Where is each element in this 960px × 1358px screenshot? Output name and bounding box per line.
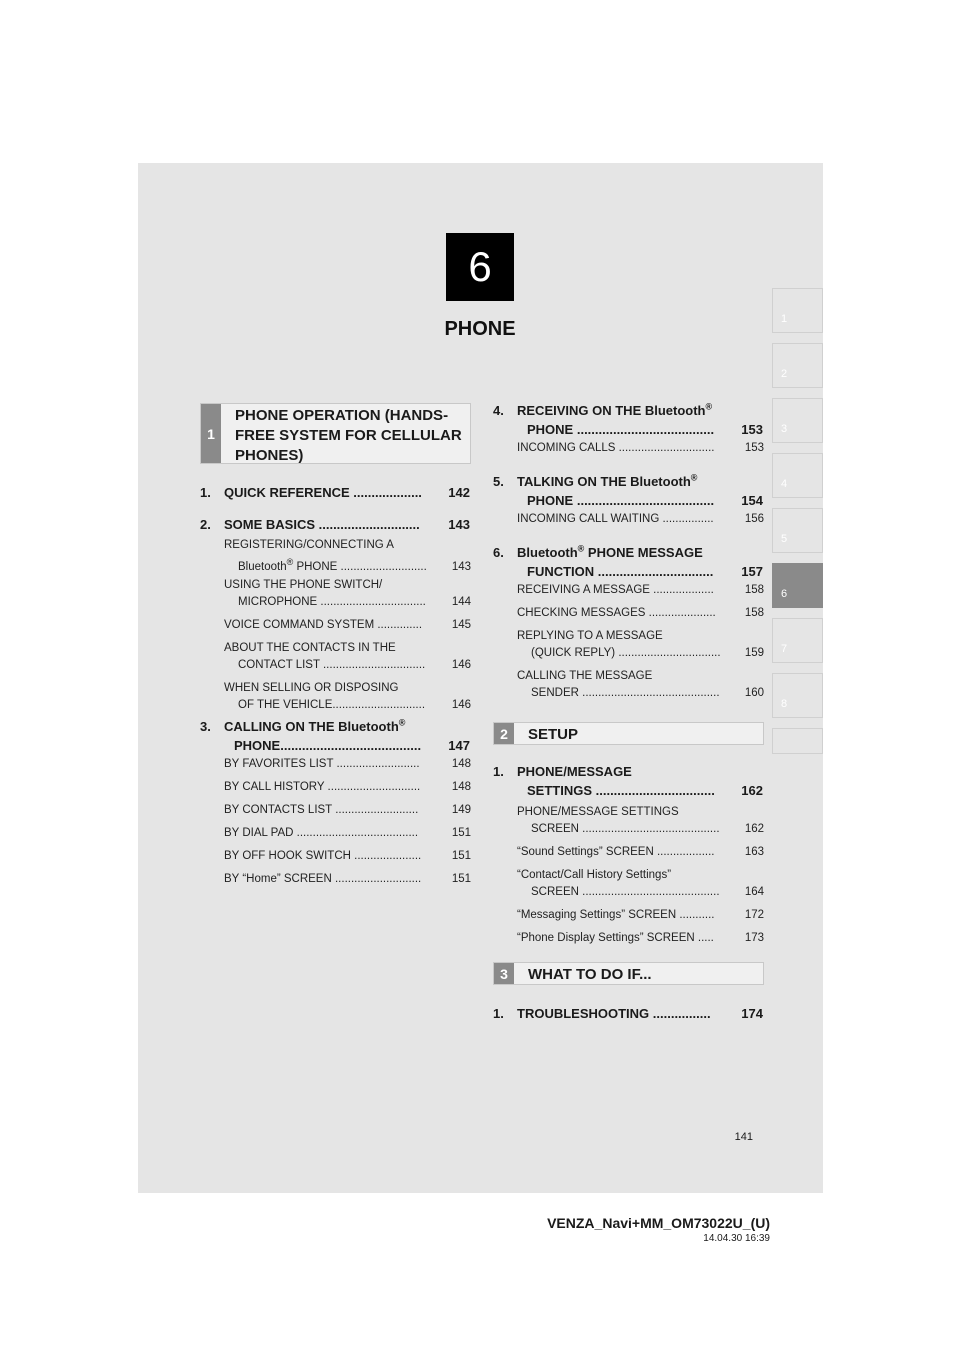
section-title: WHAT TO DO IF... (528, 966, 652, 983)
chapter-title: PHONE (444, 318, 516, 340)
entry-page: 154 (741, 493, 763, 509)
toc-entry[interactable] (200, 714, 470, 755)
entry-title: Bluetooth® PHONE MESSAGE (517, 544, 703, 561)
subentry-page: 158 (744, 607, 764, 619)
entry-number: 6. (493, 545, 504, 561)
section-title: PHONE OPERATION (HANDS-FREE SYSTEM FOR CELLULAR PHONES) (235, 407, 462, 464)
subentry-title-cont: CONTACT LIST ................................ (238, 659, 426, 671)
entry-page: 174 (741, 1006, 763, 1021)
subentry-page: 146 (451, 699, 471, 711)
subentry-page: 144 (451, 596, 471, 608)
subentry-page: 148 (451, 758, 471, 770)
subentry-title: BY DIAL PAD ...................................... (224, 827, 419, 839)
subentry-title: CALLING THE MESSAGE (517, 670, 653, 682)
chapter-tab-4[interactable]: 4 (772, 453, 823, 498)
toc-subentry[interactable] (224, 577, 471, 611)
subentry-title: REPLYING TO A MESSAGE (517, 630, 663, 642)
entry-title-cont: PHONE ...................................... (527, 422, 715, 438)
subentry-page: 163 (744, 846, 764, 858)
subentry-page: 160 (744, 687, 764, 699)
subentry-page: 172 (744, 909, 764, 921)
subentry-page: 153 (744, 442, 764, 454)
toc-entry[interactable] (493, 469, 763, 510)
toc-subentry[interactable] (517, 930, 764, 947)
subentry-page: 143 (451, 560, 471, 573)
entry-number: 4. (493, 403, 504, 419)
subentry-title: ABOUT THE CONTACTS IN THE (224, 642, 396, 654)
subentry-title: BY “Home” SCREEN ........................... (224, 873, 422, 885)
chapter-tab-5[interactable]: 5 (772, 508, 823, 553)
toc-entry[interactable] (493, 1004, 763, 1023)
toc-subentry[interactable] (517, 440, 764, 457)
entry-title-cont: PHONE....................................... (234, 738, 422, 754)
toc-subentry[interactable] (517, 844, 764, 861)
toc-subentry[interactable] (224, 871, 471, 888)
subentry-title: REGISTERING/CONNECTING A (224, 539, 394, 551)
subentry-title: “Sound Settings” SCREEN .................. (517, 846, 715, 858)
toc-subentry[interactable] (517, 907, 764, 924)
toc-subentry[interactable] (517, 867, 764, 901)
chapter-tab-6[interactable]: 6 (772, 563, 823, 608)
entry-page: 153 (741, 422, 763, 438)
toc-entry[interactable] (200, 483, 470, 502)
subentry-title-cont: SENDER ........................................... (531, 687, 720, 699)
chapter-tab-7[interactable]: 7 (772, 618, 823, 663)
subentry-page: 164 (744, 886, 764, 898)
toc-subentry[interactable] (517, 582, 764, 599)
subentry-title-cont: SCREEN ........................................... (531, 823, 720, 835)
toc-subentry[interactable] (224, 680, 471, 714)
footer-document-id: VENZA_Navi+MM_OM73022U_(U) (547, 1215, 770, 1231)
entry-page: 162 (741, 783, 763, 798)
subentry-page: 149 (451, 804, 471, 816)
entry-title: TROUBLESHOOTING ................ (517, 1006, 711, 1021)
section-number: 3 (494, 963, 514, 984)
section-number: 1 (201, 404, 221, 463)
toc-subentry[interactable] (224, 848, 471, 865)
toc-subentry[interactable] (224, 802, 471, 819)
section-header-3 (493, 962, 764, 985)
toc-subentry[interactable] (517, 628, 764, 662)
subentry-page: 159 (744, 647, 764, 659)
subentry-page: 146 (451, 659, 471, 671)
subentry-title: BY FAVORITES LIST .......................... (224, 758, 420, 770)
entry-title-cont: SETTINGS ................................. (527, 783, 715, 798)
subentry-page: 158 (744, 584, 764, 596)
toc-subentry[interactable] (224, 825, 471, 842)
entry-number: 5. (493, 474, 504, 490)
page-number: 141 (734, 1131, 753, 1143)
subentry-page: 148 (451, 781, 471, 793)
entry-title: PHONE/MESSAGE (517, 764, 632, 779)
subentry-title: INCOMING CALL WAITING ................ (517, 513, 714, 525)
section-title: SETUP (528, 726, 579, 743)
subentry-title-cont: MICROPHONE ................................. (238, 596, 426, 608)
subentry-title: USING THE PHONE SWITCH/ (224, 579, 383, 591)
subentry-title: VOICE COMMAND SYSTEM .............. (224, 619, 423, 631)
subentry-page: 156 (744, 513, 764, 525)
subentry-page: 173 (744, 932, 764, 944)
chapter-number-box: 6 (446, 233, 514, 301)
section-header-1 (200, 403, 471, 464)
toc-subentry[interactable] (517, 511, 764, 528)
subentry-page: 151 (451, 850, 471, 862)
section-number: 2 (494, 723, 514, 744)
entry-title-cont: FUNCTION ................................ (527, 564, 714, 580)
subentry-title: “Contact/Call History Settings” (517, 869, 672, 881)
chapter-tab-2[interactable]: 2 (772, 343, 823, 388)
toc-subentry[interactable] (517, 804, 764, 838)
entry-title: QUICK REFERENCE ................... (224, 485, 422, 500)
entry-page: 142 (448, 485, 470, 500)
toc-entry[interactable] (493, 540, 763, 581)
entry-title: RECEIVING ON THE Bluetooth® (517, 402, 713, 419)
entry-title-cont: PHONE ...................................... (527, 493, 715, 509)
subentry-page: 162 (744, 823, 764, 835)
toc-subentry[interactable] (224, 756, 471, 773)
subentry-title: “Phone Display Settings” SCREEN ..... (517, 932, 714, 944)
toc-entry[interactable] (493, 398, 763, 439)
toc-subentry[interactable] (224, 779, 471, 796)
section-header-2 (493, 722, 764, 745)
toc-subentry[interactable] (517, 605, 764, 622)
toc-subentry[interactable] (224, 617, 471, 634)
subentry-page: 145 (451, 619, 471, 631)
subentry-title: RECEIVING A MESSAGE ................... (517, 584, 714, 596)
subentry-title-cont: (QUICK REPLY) ................................ (531, 647, 721, 659)
chapter-tab-blank (772, 728, 823, 754)
entry-page: 157 (741, 564, 763, 580)
chapter-tab-3[interactable]: 3 (772, 398, 823, 443)
subentry-title: CHECKING MESSAGES ..................... (517, 607, 716, 619)
entry-number: 1. (493, 764, 504, 779)
chapter-tab-1[interactable]: 1 (772, 288, 823, 333)
chapter-tab-8[interactable]: 8 (772, 673, 823, 718)
entry-title: SOME BASICS ............................ (224, 517, 420, 532)
subentry-title: BY OFF HOOK SWITCH ..................... (224, 850, 422, 862)
subentry-title-cont: SCREEN ........................................... (531, 886, 720, 898)
toc-subentry[interactable] (517, 668, 764, 702)
subentry-page: 151 (451, 827, 471, 839)
subentry-title: BY CONTACTS LIST .......................... (224, 804, 419, 816)
entry-page: 147 (448, 738, 470, 754)
entry-page: 143 (448, 517, 470, 532)
subentry-title-cont: Bluetooth® PHONE ........................... (238, 557, 427, 573)
toc-entry[interactable] (493, 762, 763, 800)
subentry-page: 151 (451, 873, 471, 885)
subentry-title: WHEN SELLING OR DISPOSING (224, 682, 399, 694)
entry-number: 2. (200, 517, 211, 532)
subentry-title-cont: OF THE VEHICLE............................. (238, 699, 426, 711)
entry-title: CALLING ON THE Bluetooth® (224, 718, 406, 735)
toc-subentry[interactable] (224, 537, 471, 576)
subentry-title: BY CALL HISTORY ............................. (224, 781, 421, 793)
subentry-title: PHONE/MESSAGE SETTINGS (517, 806, 679, 818)
entry-number: 3. (200, 719, 211, 735)
toc-entry[interactable] (200, 515, 470, 534)
subentry-title: “Messaging Settings” SCREEN ........... (517, 909, 715, 921)
subentry-title: INCOMING CALLS .............................. (517, 442, 715, 454)
footer-timestamp: 14.04.30 16:39 (703, 1233, 770, 1244)
entry-number: 1. (200, 485, 211, 500)
toc-subentry[interactable] (224, 640, 471, 674)
entry-number: 1. (493, 1006, 504, 1021)
entry-title: TALKING ON THE Bluetooth® (517, 473, 698, 490)
